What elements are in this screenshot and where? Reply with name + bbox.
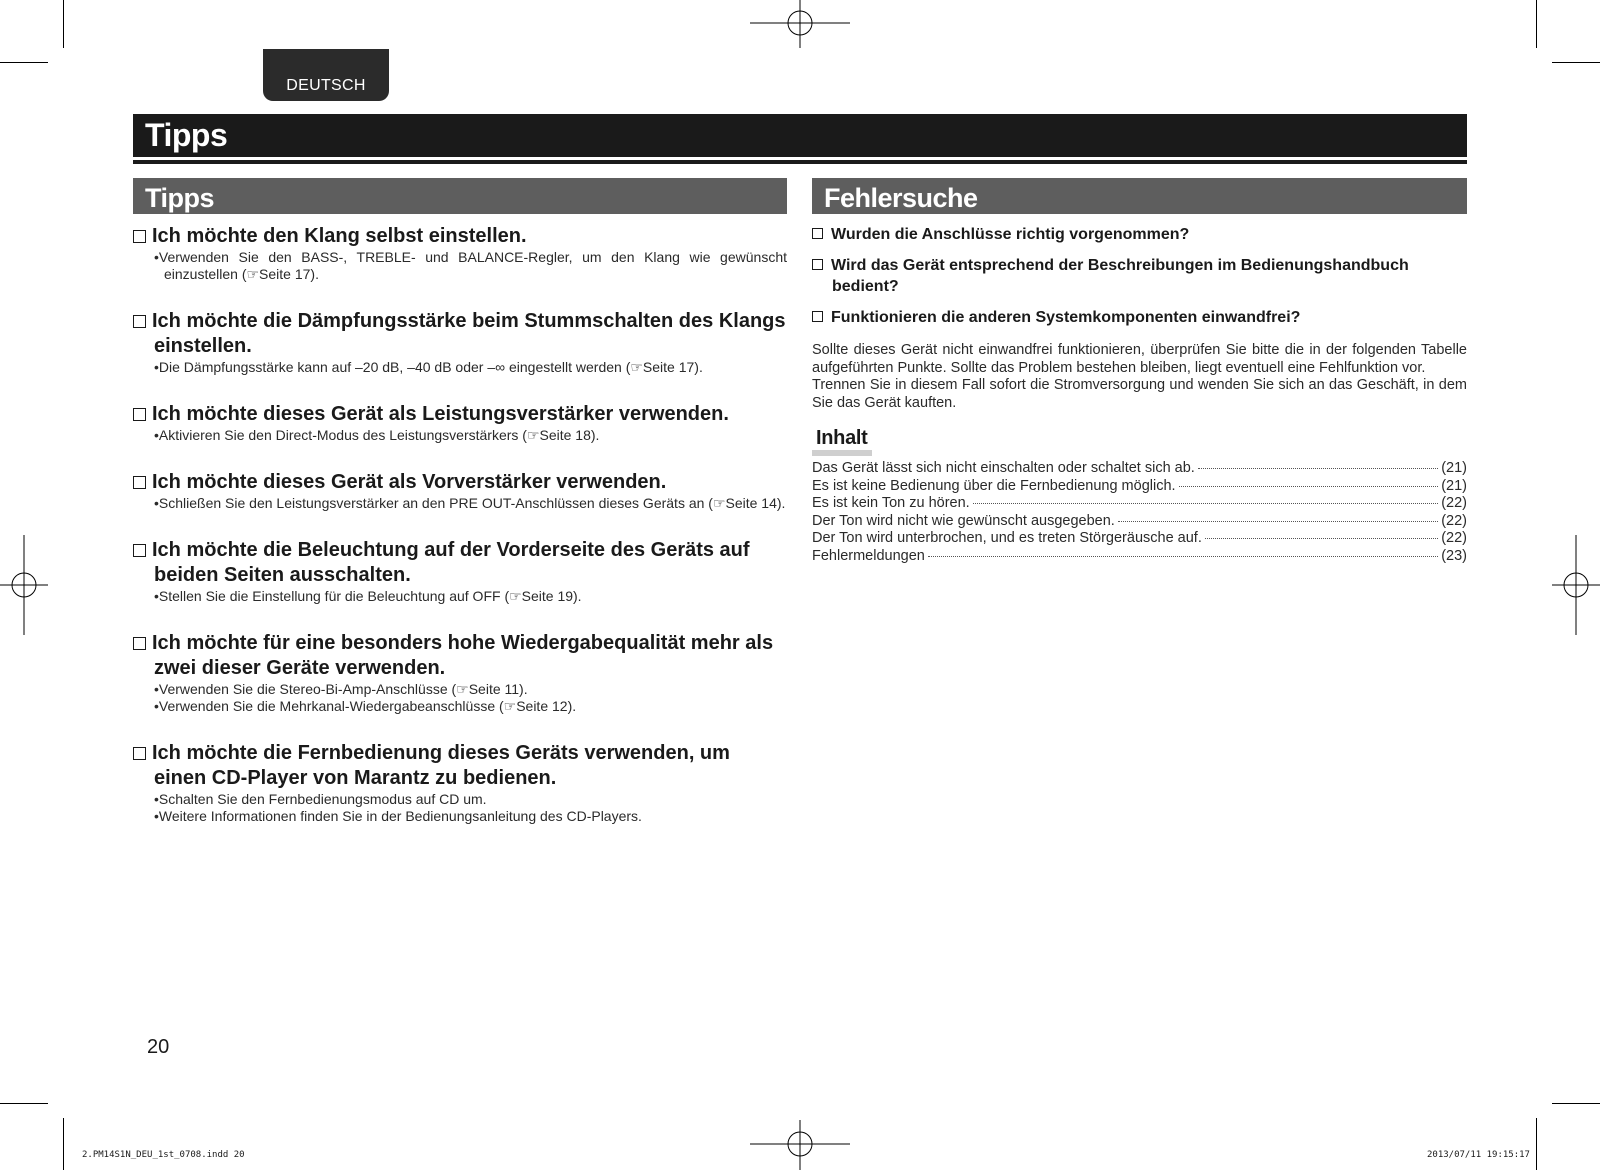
footer-file-info: 2.PM14S1N_DEU_1st_0708.indd 20 (82, 1150, 245, 1160)
checkbox-icon (812, 259, 823, 270)
intro-paragraph: Sollte dieses Gerät nicht einwandfrei funktionieren, überprüfen Sie bitte die in der folgenden Tabelle aufgeführten Punkte. Sollte das Problem bestehen bleiben, liegt eventuell eine Fehlfunktion vor. (812, 342, 1467, 376)
checkbox-icon (133, 408, 146, 421)
language-tab: DEUTSCH (263, 49, 389, 101)
toc-entry[interactable]: Es ist keine Bedienung über die Fernbedienung möglich. (21) (812, 477, 1467, 494)
tip-item (133, 470, 787, 512)
page-title: Tipps (133, 114, 1467, 157)
tip-bullet: •Schließen Sie den Leistungsverstärker an den PRE OUT-Anschlüssen dieses Geräts an (☞Seite 14). (154, 495, 786, 511)
toc-entry[interactable]: Der Ton wird nicht wie gewünscht ausgegeben. (22) (812, 512, 1467, 529)
tip-bullet: •Aktivieren Sie den Direct-Modus des Leistungsverstärkers (☞Seite 18). (154, 427, 600, 443)
title-divider (133, 160, 1467, 164)
tip-heading: Ich möchte den Klang selbst einstellen. (133, 224, 787, 249)
tip-bullet: •Verwenden Sie den BASS-, TREBLE- und BALANCE-Regler, um den Klang wie gewünscht einzustellen (☞Seite 17). (154, 249, 787, 282)
section-title-tipps: Tipps (133, 178, 787, 214)
tip-item (133, 741, 787, 825)
page-number: 20 (147, 1036, 170, 1058)
section-title-fehlersuche: Fehlersuche (812, 178, 1467, 214)
check-question: Wurden die Anschlüsse richtig vorgenommen? (812, 224, 1467, 245)
checkbox-icon (133, 544, 146, 557)
tips-list (133, 224, 787, 851)
tip-bullet: •Verwenden Sie die Mehrkanal-Wiedergabeanschlüsse (☞Seite 12). (154, 698, 577, 714)
tip-item (133, 309, 787, 376)
checkbox-icon (812, 228, 823, 239)
toc-entry[interactable]: Es ist kein Ton zu hören. (22) (812, 495, 1467, 511)
tip-bullet: •Die Dämpfungsstärke kann auf –20 dB, –40 dB oder –∞ eingestellt werden (☞Seite 17). (154, 359, 703, 375)
checkbox-icon (133, 476, 146, 489)
tip-item (133, 402, 787, 444)
tip-heading: Ich möchte die Dämpfungsstärke beim Stummschalten des Klangs einstellen. (133, 309, 787, 359)
toc-entry[interactable]: Fehlermeldungen (23) (812, 547, 1467, 564)
checkbox-icon (812, 311, 823, 322)
tip-bullet: •Weitere Informationen finden Sie in der Bedienungsanleitung des CD-Players. (154, 808, 642, 824)
tip-bullet: •Schalten Sie den Fernbedienungsmodus auf CD um. (154, 791, 487, 807)
tip-heading: Ich möchte die Fernbedienung dieses Geräts verwenden, um einen CD-Player von Marantz zu bedienen. (133, 741, 787, 791)
toc-entry[interactable]: Das Gerät lässt sich nicht einschalten oder schaltet sich ab. (21) (812, 460, 1467, 476)
contents-heading: Inhalt (812, 426, 872, 456)
footer-timestamp: 2013/07/11 19:15:17 (1427, 1150, 1530, 1160)
check-question: Wird das Gerät entsprechend der Beschreibungen im Bedienungshandbuch bedient? (812, 255, 1467, 297)
tip-heading: Ich möchte die Beleuchtung auf der Vorderseite des Geräts auf beiden Seiten ausschalten. (133, 538, 787, 588)
tip-heading: Ich möchte für eine besonders hohe Wiedergabequalität mehr als zwei dieser Geräte verwenden. (133, 631, 787, 681)
tip-heading: Ich möchte dieses Gerät als Leistungsverstärker verwenden. (133, 402, 787, 427)
registration-mark-right (1552, 535, 1600, 635)
tip-heading: Ich möchte dieses Gerät als Vorverstärker verwenden. (133, 470, 787, 495)
checkbox-icon (133, 637, 146, 650)
troubleshooting (812, 224, 1467, 565)
tip-bullet: •Stellen Sie die Einstellung für die Beleuchtung auf OFF (☞Seite 19). (154, 588, 582, 604)
instruction-paragraph: Trennen Sie in diesem Fall sofort die Stromversorgung und wenden Sie sich an das Geschäft, in dem Sie das Gerät kauften. (812, 377, 1467, 411)
tip-bullet: •Verwenden Sie die Stereo-Bi-Amp-Anschlüsse (☞Seite 11). (154, 681, 528, 697)
registration-mark-left (0, 535, 48, 635)
tip-item (133, 631, 787, 715)
tip-item (133, 224, 787, 283)
checkbox-icon (133, 315, 146, 328)
tip-item (133, 538, 787, 605)
toc-entry[interactable]: Der Ton wird unterbrochen, und es treten Störgeräusche auf. (22) (812, 530, 1467, 546)
checkbox-icon (133, 747, 146, 760)
registration-mark-top (750, 0, 850, 48)
contents-list (812, 460, 1467, 565)
check-question: Funktionieren die anderen Systemkomponenten einwandfrei? (812, 307, 1467, 328)
registration-mark-bottom (750, 1120, 850, 1170)
checkbox-icon (133, 230, 146, 243)
